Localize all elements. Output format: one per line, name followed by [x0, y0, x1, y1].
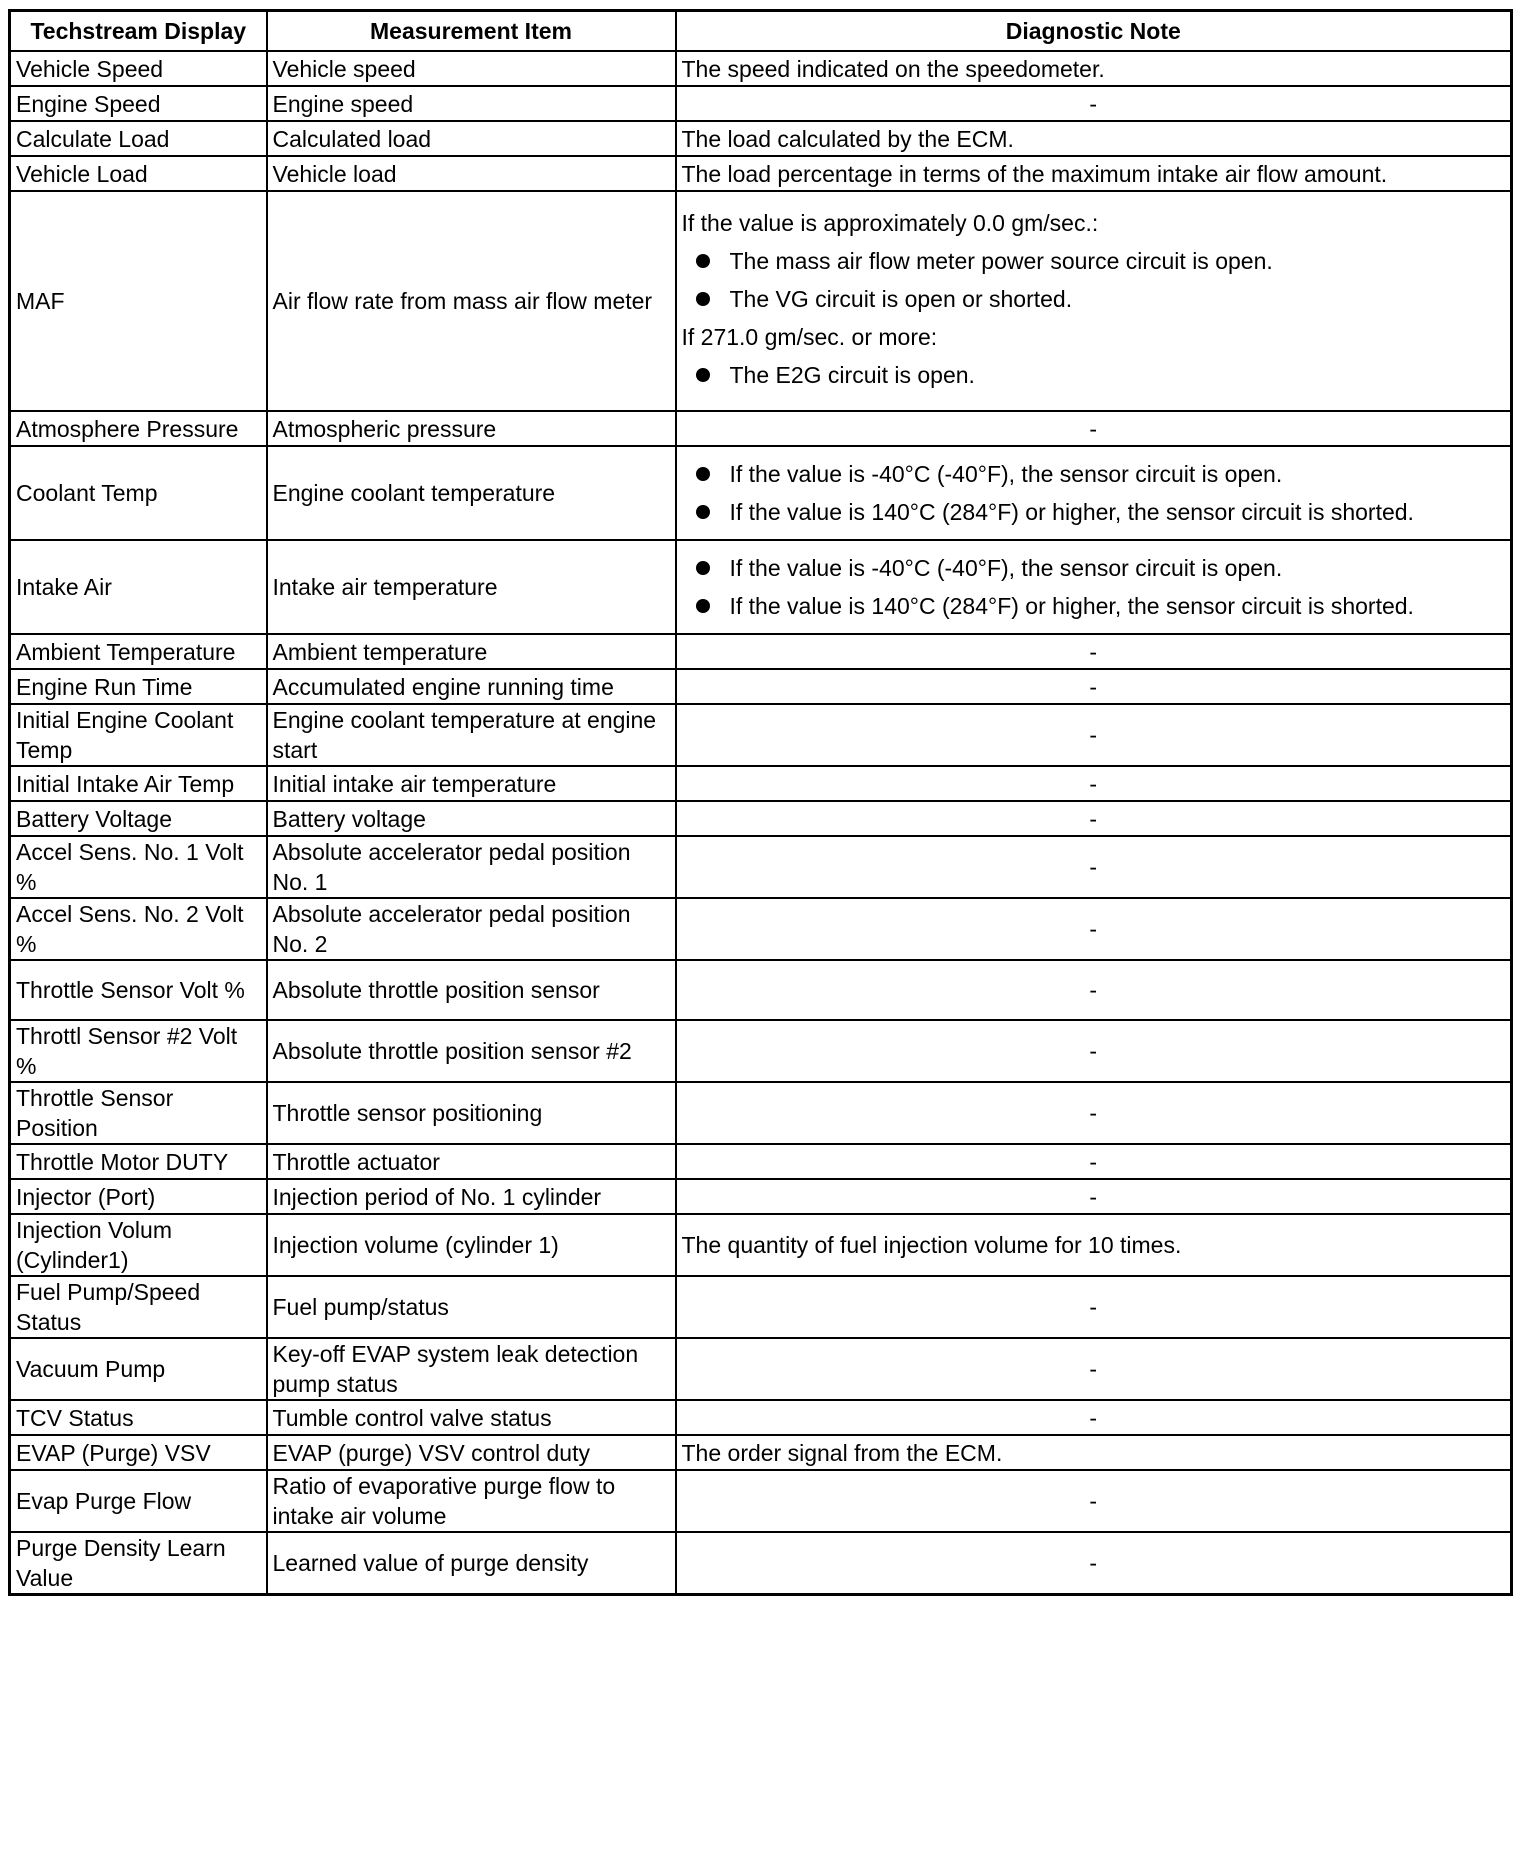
cell-measurement-item: Injection period of No. 1 cylinder	[267, 1179, 676, 1214]
table-row	[10, 411, 1512, 446]
cell-measurement-item: Absolute throttle position sensor #2	[267, 1020, 676, 1082]
bullet-item	[682, 553, 1506, 583]
cell-techstream-display: Ambient Temperature	[10, 634, 267, 669]
table-row	[10, 1470, 1512, 1532]
bullet-dot-icon	[696, 368, 710, 382]
table-row	[10, 801, 1512, 836]
cell-techstream-display: Atmosphere Pressure	[10, 411, 267, 446]
cell-diagnostic-note: -	[676, 801, 1512, 836]
bullet-item	[682, 284, 1506, 314]
table-body	[10, 51, 1512, 1595]
table-row	[10, 960, 1512, 1020]
cell-techstream-display: Injector (Port)	[10, 1179, 267, 1214]
cell-measurement-item: Ratio of evaporative purge flow to intake air volume	[267, 1470, 676, 1532]
cell-measurement-item: Injection volume (cylinder 1)	[267, 1214, 676, 1276]
bullet-text: The VG circuit is open or shorted.	[729, 286, 1073, 312]
cell-measurement-item: Throttle actuator	[267, 1144, 676, 1179]
table-row	[10, 634, 1512, 669]
cell-diagnostic-note: -	[676, 1179, 1512, 1214]
cell-techstream-display: Vehicle Speed	[10, 51, 267, 86]
table-row	[10, 540, 1512, 634]
cell-measurement-item: Absolute throttle position sensor	[267, 960, 676, 1020]
header-measurement-item: Measurement Item	[267, 11, 676, 52]
cell-techstream-display: Accel Sens. No. 2 Volt %	[10, 898, 267, 960]
table-row	[10, 1400, 1512, 1435]
bullet-dot-icon	[696, 505, 710, 519]
cell-diagnostic-note: The load calculated by the ECM.	[676, 121, 1512, 156]
cell-techstream-display: Calculate Load	[10, 121, 267, 156]
cell-measurement-item: Battery voltage	[267, 801, 676, 836]
cell-measurement-item: Accumulated engine running time	[267, 669, 676, 704]
cell-diagnostic-note: The quantity of fuel injection volume for 10 times.	[676, 1214, 1512, 1276]
cell-diagnostic-note: The order signal from the ECM.	[676, 1435, 1512, 1470]
cell-techstream-display: Throttle Sensor Volt %	[10, 960, 267, 1020]
cell-measurement-item: Engine coolant temperature at engine start	[267, 704, 676, 766]
cell-measurement-item: Atmospheric pressure	[267, 411, 676, 446]
bullet-text: If the value is -40°C (-40°F), the sensor circuit is open.	[729, 555, 1283, 581]
cell-techstream-display: Vehicle Load	[10, 156, 267, 191]
cell-techstream-display: Initial Engine Coolant Temp	[10, 704, 267, 766]
cell-techstream-display: Throttl Sensor #2 Volt %	[10, 1020, 267, 1082]
cell-diagnostic-note: -	[676, 669, 1512, 704]
table-row	[10, 766, 1512, 801]
table-row	[10, 51, 1512, 86]
cell-diagnostic-note	[676, 540, 1512, 634]
table-row	[10, 1020, 1512, 1082]
cell-measurement-item: Absolute accelerator pedal position No. 1	[267, 836, 676, 898]
bullet-dot-icon	[696, 292, 710, 306]
bullet-item	[682, 591, 1506, 621]
cell-measurement-item: Vehicle load	[267, 156, 676, 191]
cell-diagnostic-note: -	[676, 704, 1512, 766]
table-row	[10, 1338, 1512, 1400]
cell-diagnostic-note: -	[676, 1082, 1512, 1144]
header-diagnostic-note: Diagnostic Note	[676, 11, 1512, 52]
cell-diagnostic-note: -	[676, 1532, 1512, 1595]
cell-techstream-display: Accel Sens. No. 1 Volt %	[10, 836, 267, 898]
table-row	[10, 836, 1512, 898]
cell-measurement-item: Intake air temperature	[267, 540, 676, 634]
cell-measurement-item: Engine speed	[267, 86, 676, 121]
cell-techstream-display: TCV Status	[10, 1400, 267, 1435]
cell-measurement-item: Vehicle speed	[267, 51, 676, 86]
cell-techstream-display: EVAP (Purge) VSV	[10, 1435, 267, 1470]
bullet-dot-icon	[696, 599, 710, 613]
cell-measurement-item: Ambient temperature	[267, 634, 676, 669]
bullet-dot-icon	[696, 254, 710, 268]
cell-diagnostic-note: The load percentage in terms of the maximum intake air flow amount.	[676, 156, 1512, 191]
cell-diagnostic-note: -	[676, 836, 1512, 898]
cell-measurement-item: Engine coolant temperature	[267, 446, 676, 540]
table-row	[10, 191, 1512, 411]
cell-techstream-display: Initial Intake Air Temp	[10, 766, 267, 801]
cell-diagnostic-note: -	[676, 634, 1512, 669]
header-row	[10, 11, 1512, 52]
cell-diagnostic-note: -	[676, 1020, 1512, 1082]
bullet-item	[682, 497, 1506, 527]
table-row	[10, 446, 1512, 540]
cell-diagnostic-note: -	[676, 960, 1512, 1020]
cell-measurement-item: Absolute accelerator pedal position No. 2	[267, 898, 676, 960]
table-row	[10, 156, 1512, 191]
table-row	[10, 1144, 1512, 1179]
cell-diagnostic-note: The speed indicated on the speedometer.	[676, 51, 1512, 86]
cell-techstream-display: Evap Purge Flow	[10, 1470, 267, 1532]
cell-measurement-item: Calculated load	[267, 121, 676, 156]
table-row	[10, 1214, 1512, 1276]
bullet-item	[682, 360, 1506, 390]
cell-diagnostic-note: -	[676, 1400, 1512, 1435]
note-block	[682, 541, 1506, 633]
cell-techstream-display: Vacuum Pump	[10, 1338, 267, 1400]
table-row	[10, 1082, 1512, 1144]
table-row	[10, 86, 1512, 121]
cell-techstream-display: Fuel Pump/Speed Status	[10, 1276, 267, 1338]
note-block	[682, 200, 1506, 402]
cell-measurement-item: Air flow rate from mass air flow meter	[267, 191, 676, 411]
cell-diagnostic-note: -	[676, 766, 1512, 801]
bullet-text: The mass air flow meter power source circuit is open.	[729, 248, 1273, 274]
cell-techstream-display: MAF	[10, 191, 267, 411]
bullet-dot-icon	[696, 561, 710, 575]
table-row	[10, 669, 1512, 704]
table-row	[10, 1435, 1512, 1470]
cell-techstream-display: Engine Speed	[10, 86, 267, 121]
cell-measurement-item: EVAP (purge) VSV control duty	[267, 1435, 676, 1470]
diagnostic-data-table	[8, 9, 1513, 1596]
cell-measurement-item: Initial intake air temperature	[267, 766, 676, 801]
table-row	[10, 898, 1512, 960]
bullet-text: If the value is -40°C (-40°F), the sensor circuit is open.	[729, 461, 1283, 487]
bullet-text: If the value is 140°C (284°F) or higher, the sensor circuit is shorted.	[729, 593, 1414, 619]
cell-diagnostic-note: -	[676, 1144, 1512, 1179]
cell-techstream-display: Engine Run Time	[10, 669, 267, 704]
cell-diagnostic-note: -	[676, 1276, 1512, 1338]
cell-diagnostic-note	[676, 191, 1512, 411]
cell-techstream-display: Purge Density Learn Value	[10, 1532, 267, 1595]
bullet-item	[682, 246, 1506, 276]
cell-measurement-item: Tumble control valve status	[267, 1400, 676, 1435]
table-row	[10, 121, 1512, 156]
header-techstream-display: Techstream Display	[10, 11, 267, 52]
cell-diagnostic-note: -	[676, 86, 1512, 121]
bullet-dot-icon	[696, 467, 710, 481]
cell-techstream-display: Throttle Motor DUTY	[10, 1144, 267, 1179]
cell-diagnostic-note	[676, 446, 1512, 540]
cell-techstream-display: Throttle Sensor Position	[10, 1082, 267, 1144]
table-row	[10, 704, 1512, 766]
cell-measurement-item: Throttle sensor positioning	[267, 1082, 676, 1144]
table-row	[10, 1179, 1512, 1214]
cell-diagnostic-note: -	[676, 1470, 1512, 1532]
note-block	[682, 447, 1506, 539]
cell-measurement-item: Key-off EVAP system leak detection pump status	[267, 1338, 676, 1400]
cell-techstream-display: Coolant Temp	[10, 446, 267, 540]
cell-diagnostic-note: -	[676, 411, 1512, 446]
cell-measurement-item: Learned value of purge density	[267, 1532, 676, 1595]
cell-techstream-display: Battery Voltage	[10, 801, 267, 836]
cell-measurement-item: Fuel pump/status	[267, 1276, 676, 1338]
note-paragraph: If 271.0 gm/sec. or more:	[681, 324, 938, 350]
bullet-item	[682, 459, 1506, 489]
note-paragraph: If the value is approximately 0.0 gm/sec.:	[681, 210, 1099, 236]
cell-techstream-display: Intake Air	[10, 540, 267, 634]
table-row	[10, 1532, 1512, 1595]
cell-techstream-display: Injection Volum (Cylinder1)	[10, 1214, 267, 1276]
bullet-text: If the value is 140°C (284°F) or higher, the sensor circuit is shorted.	[729, 499, 1414, 525]
cell-diagnostic-note: -	[676, 898, 1512, 960]
cell-diagnostic-note: -	[676, 1338, 1512, 1400]
bullet-text: The E2G circuit is open.	[729, 362, 975, 388]
table-row	[10, 1276, 1512, 1338]
